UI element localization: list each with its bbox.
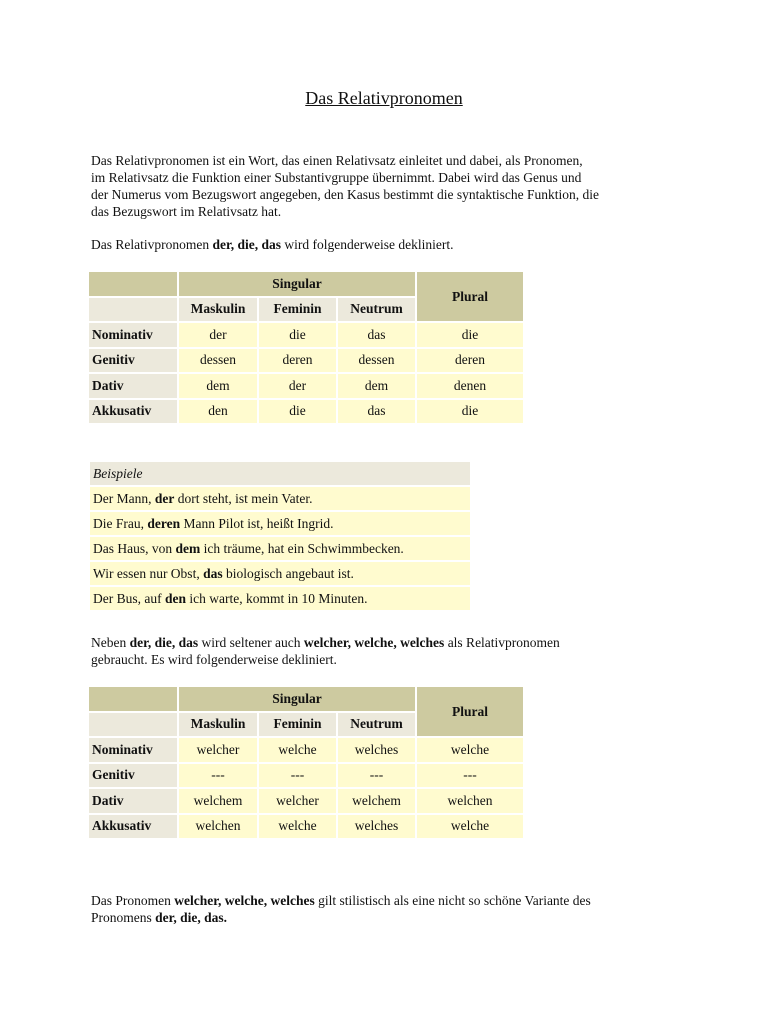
bold-pronoun: dem bbox=[175, 540, 201, 556]
text-fragment: ich träume, hat ein Schwimmbecken. bbox=[200, 540, 404, 556]
table-cell: welche bbox=[259, 738, 336, 762]
case-label: Akkusativ bbox=[89, 400, 177, 424]
list-item bbox=[90, 562, 470, 585]
table-cell: die bbox=[417, 323, 523, 347]
declension-intro bbox=[91, 236, 681, 253]
text-fragment: Der Mann, bbox=[93, 490, 155, 506]
bold-pronouns: der, die, das bbox=[212, 237, 281, 252]
text-fragment: dort steht, ist mein Vater. bbox=[174, 490, 313, 506]
list-item bbox=[90, 537, 470, 560]
table-row bbox=[89, 764, 523, 788]
table-cell: der bbox=[179, 323, 257, 347]
bold-pronouns: der, die, das. bbox=[155, 910, 228, 925]
case-label: Genitiv bbox=[89, 349, 177, 373]
text-fragment: gebraucht. Es wird folgenderweise dekliniert. bbox=[91, 652, 337, 667]
table-corner bbox=[89, 713, 177, 737]
table-cell: welche bbox=[417, 815, 523, 839]
intro-line: im Relativsatz die Funktion einer Substantivgruppe übernimmt. Dabei wird das Genus und bbox=[91, 170, 582, 185]
text-fragment: Die Frau, bbox=[93, 515, 148, 531]
intro-line: das Bezugswort im Relativsatz hat. bbox=[91, 204, 282, 219]
case-label: Genitiv bbox=[89, 764, 177, 788]
bold-pronoun: den bbox=[164, 590, 186, 606]
bold-pronouns: der, die, das bbox=[129, 635, 199, 650]
plural-header: Plural bbox=[417, 272, 523, 321]
list-item bbox=[90, 487, 470, 510]
examples-table bbox=[88, 460, 472, 612]
table-cell: dessen bbox=[338, 349, 415, 373]
table-cell: das bbox=[338, 400, 415, 424]
table-cell: dessen bbox=[179, 349, 257, 373]
table-row bbox=[89, 815, 523, 839]
table-row bbox=[89, 738, 523, 762]
welcher-intro bbox=[91, 634, 681, 668]
table-cell: welche bbox=[417, 738, 523, 762]
table-cell: welchem bbox=[179, 789, 257, 813]
singular-header: Singular bbox=[179, 272, 415, 296]
table-corner bbox=[89, 298, 177, 322]
text-fragment: wird folgenderweise dekliniert. bbox=[281, 237, 454, 252]
table-cell: --- bbox=[338, 764, 415, 788]
gender-header: Maskulin bbox=[179, 298, 257, 322]
text-fragment: Der Bus, auf bbox=[93, 590, 165, 606]
gender-header: Maskulin bbox=[179, 713, 257, 737]
table-cell: dem bbox=[179, 374, 257, 398]
examples-header: Beispiele bbox=[90, 462, 470, 485]
text-fragment: ich warte, kommt in 10 Minuten. bbox=[186, 590, 368, 606]
table-cell: die bbox=[259, 323, 336, 347]
table-corner bbox=[89, 272, 177, 296]
table-cell: dem bbox=[338, 374, 415, 398]
gender-header: Feminin bbox=[259, 713, 336, 737]
table-cell: deren bbox=[259, 349, 336, 373]
bold-pronouns: welcher, welche, welches bbox=[174, 893, 315, 908]
bold-pronoun: das bbox=[203, 565, 223, 581]
table-cell: --- bbox=[179, 764, 257, 788]
table-cell: welchen bbox=[417, 789, 523, 813]
table-cell: welches bbox=[338, 738, 415, 762]
table-row bbox=[89, 789, 523, 813]
text-fragment: Das Relativpronomen bbox=[91, 237, 213, 252]
list-item bbox=[90, 512, 470, 535]
table-cell: --- bbox=[259, 764, 336, 788]
case-label: Akkusativ bbox=[89, 815, 177, 839]
case-label: Dativ bbox=[89, 789, 177, 813]
case-label: Nominativ bbox=[89, 738, 177, 762]
table-cell: das bbox=[338, 323, 415, 347]
plural-header: Plural bbox=[417, 687, 523, 736]
table-cell: welches bbox=[338, 815, 415, 839]
table-row bbox=[89, 374, 523, 398]
closing-paragraph bbox=[91, 892, 681, 926]
table-cell: welcher bbox=[259, 789, 336, 813]
text-fragment: Mann Pilot ist, heißt Ingrid. bbox=[180, 515, 334, 531]
table-corner bbox=[89, 687, 177, 711]
bold-pronoun: deren bbox=[147, 515, 181, 531]
page-title: Das Relativpronomen bbox=[305, 88, 463, 108]
table-cell: welchem bbox=[338, 789, 415, 813]
gender-header: Feminin bbox=[259, 298, 336, 322]
table-cell: denen bbox=[417, 374, 523, 398]
text-fragment: biologisch angebaut ist. bbox=[222, 565, 354, 581]
text-fragment: Wir essen nur Obst, bbox=[93, 565, 204, 581]
table-cell: welchen bbox=[179, 815, 257, 839]
singular-header: Singular bbox=[179, 687, 415, 711]
table-cell: die bbox=[259, 400, 336, 424]
text-fragment: Das Haus, von bbox=[93, 540, 176, 556]
text-fragment: als Relativpronomen bbox=[444, 635, 560, 650]
table-row bbox=[89, 400, 523, 424]
text-fragment: Das Pronomen bbox=[91, 893, 175, 908]
bold-pronoun: der bbox=[154, 490, 175, 506]
intro-line: der Numerus vom Bezugswort angegeben, den Kasus bestimmt die syntaktische Funktion, die bbox=[91, 187, 600, 202]
table-row bbox=[89, 323, 523, 347]
text-fragment: wird seltener auch bbox=[198, 635, 304, 650]
table-cell: deren bbox=[417, 349, 523, 373]
list-item bbox=[90, 587, 470, 610]
table-cell: welche bbox=[259, 815, 336, 839]
gender-header: Neutrum bbox=[338, 713, 415, 737]
table-cell: die bbox=[417, 400, 523, 424]
declension-table-welcher bbox=[87, 685, 525, 840]
case-label: Nominativ bbox=[89, 323, 177, 347]
intro-line: Das Relativpronomen ist ein Wort, das einen Relativsatz einleitet und dabei, als Pronomen, bbox=[91, 153, 583, 168]
bold-pronouns: welcher, welche, welches bbox=[303, 635, 445, 650]
gender-header: Neutrum bbox=[338, 298, 415, 322]
text-fragment: Neben bbox=[91, 635, 130, 650]
table-cell: den bbox=[179, 400, 257, 424]
table-cell: der bbox=[259, 374, 336, 398]
text-fragment: Pronomens bbox=[91, 910, 156, 925]
case-label: Dativ bbox=[89, 374, 177, 398]
declension-table-der bbox=[87, 270, 525, 425]
intro-paragraph bbox=[91, 152, 681, 220]
text-fragment: gilt stilistisch als eine nicht so schöne Variante des bbox=[314, 893, 591, 908]
table-cell: --- bbox=[417, 764, 523, 788]
table-cell: welcher bbox=[179, 738, 257, 762]
table-row bbox=[89, 349, 523, 373]
